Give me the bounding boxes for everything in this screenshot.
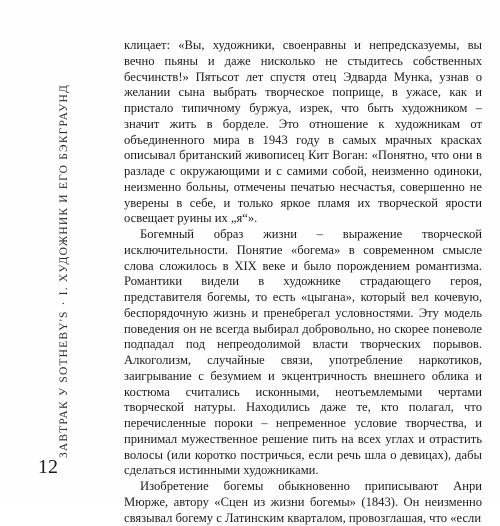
paragraph-invention-of-bohemia: Изобретение богемы обыкновенно приписывают Анри Мюрже, автору «Сцен из жизни богемы» (1843). Он неизменно связывал богему с Латинским кварталом, провозглашая, что «если [124, 479, 482, 525]
paragraph-continuation: клицает: «Вы, художники, своенравны и непредсказуемы, вы вечно пьяны и даже нисколько не стыдитесь собственных бесчинств!» Пятьсот лет спустя отец Эдварда Мунка, узнав о желании сына выбрать творческое поприще, в ужасе, как и пристало типичному буржуа, изрек, что быть художником – значит жить в борделе. Это отношение к художникам от объединенного мира в 1943 году в самых мрачных красках описывал британский живописец Кит Воган: «Понятно, что они в разладе с окружающими и с самими собой, неизменно одиноки, неизменно больны, отмечены печатью несчастья, совершенно не уверены в себе, и только яркое пламя их творческой ярости освещает руины их „я“». [124, 38, 482, 226]
running-header [56, 47, 72, 495]
paragraph-bohemian-lifestyle: Богемный образ жизни – выражение творческой исключительности. Понятие «богема» в современном смысле слова сложилось в XIX веке и было порождением романтизма. Романтики видели в художнике страдающего героя, представителя богемы, то есть «цыгана», который вел кочевую, беспорядочную жизнь и пренебрегал условностями. Эту модель поведения он не всегда выбирал добровольно, но скорее поневоле подпадал под непреодолимой власти творческих порывов. Алкоголизм, случайные связи, употребление наркотиков, заигрывание с безумием и экцентричность внешнего облика и костюма считались исконными, неотъемлемыми чертами творческой натуры. Находились даже те, кто полагал, что перечисленные пороки – непременное условие творчества, и принимал мужественное решение пить на всех углах и отрастить волосы (или коротко постричься, если речь шла о девицах), дабы сделаться истинными художниками. [124, 227, 482, 478]
running-header-chapter: I. ХУДОЖНИК И ЕГО БЭКГРАУНД [58, 83, 70, 296]
body-text [124, 38, 482, 526]
running-header-book-title: ЗАВТРАК У SOTHEBY'S [58, 310, 70, 459]
page-number: 12 [38, 456, 58, 478]
running-header-separator: · [58, 300, 70, 306]
